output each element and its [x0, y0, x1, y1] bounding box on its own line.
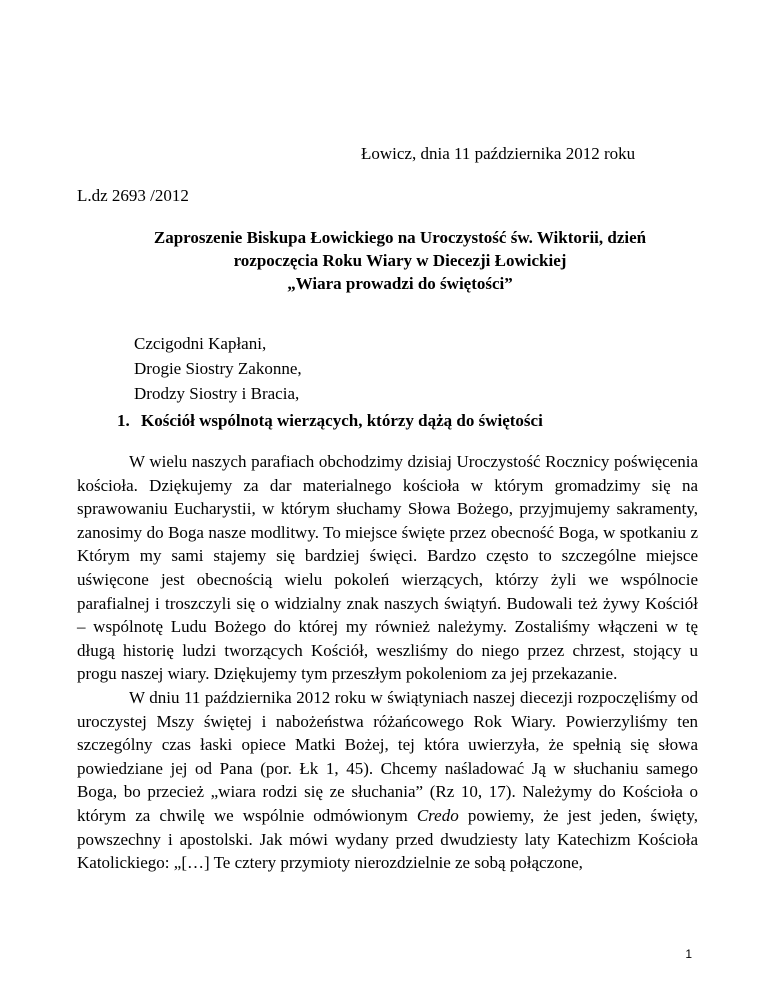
title-line-3: „Wiara prowadzi do świętości”	[287, 274, 513, 293]
salutation-line-1: Czcigodni Kapłani,	[134, 334, 267, 353]
paragraph-2-credo: Credo	[416, 805, 459, 825]
body-text	[77, 450, 698, 875]
salutation-line-3: Drodzy Siostry i Bracia,	[134, 384, 300, 403]
paragraph-2-part-a: W dniu 11 października 2012 roku w świątyniach naszej diecezji rozpoczęliśmy od uroczystej Mszy świętej i nabożeństwa różańcowego Rok Wiary. Powierzyliśmy ten szczególny czas łaski opiece Matki Bożej, tej która uwierzyła, że spełnią się słowa powiedziane jej od Pana (por. Łk 1, 45). Chcemy naśladować Ją w słuchaniu samego Boga, bo przecież „wiara rodzi się ze słuchania” (Rz 10, 17). Należymy do Kościoła o którym za chwilę we wspólnie odmówionym	[77, 687, 698, 825]
title-line-2: rozpoczęcia Roku Wiary w Diecezji Łowickiej	[233, 251, 567, 270]
document-title	[100, 226, 700, 295]
paragraph-2	[77, 686, 698, 875]
title-line-1: Zaproszenie Biskupa Łowickiego na Uroczystość św. Wiktorii, dzień	[153, 228, 647, 247]
paragraph-1: W wielu naszych parafiach obchodzimy dzisiaj Uroczystość Rocznicy poświęcenia kościoła. Dziękujemy za dar materialnego kościoła w którym gromadzimy się na sprawowaniu Eucharystii, w którym słuchamy Słowa Bożego, przyjmujemy sakramenty, zanosimy do Boga nasze modlitwy. To miejsce święte przez obecność Boga, w spotkaniu z Którym my sami stajemy się bardziej święci. Bardzo często to szczególne miejsce uświęcone jest obecnością wielu pokoleń wierzących, którzy żyli we wspólnocie parafialnej i troszczyli się o widzialny znak naszych świątyń. Budowali też żywy Kościół – wspólnotę Ludu Bożego do której my również należymy. Zostaliśmy włączeni w tę długą historię ludzi tworzących Kościół, weszliśmy do niego przez chrzest, stojący u progu naszej wiary. Dziękujemy tym przeszłym pokoleniom za jej przekazanie.	[77, 452, 698, 684]
date-line: Łowicz, dnia 11 października 2012 roku	[361, 144, 636, 163]
section-title: Kościół wspólnotą wierzących, którzy dążą do świętości	[141, 411, 543, 430]
paragraph-2-part-b: powiemy, że jest jeden, święty, powszechny i apostolski. Jak mówi wydany przed dwudziesty laty Katechizm Kościoła Katolickiego: „[…] Te cztery przymioty nierozdzielnie ze sobą połączone,	[77, 805, 698, 873]
page-number: 1	[685, 947, 692, 961]
section-heading	[117, 411, 543, 431]
salutation-line-2: Drogie Siostry Zakonne,	[134, 359, 302, 378]
section-number: 1.	[117, 411, 130, 430]
reference-number: L.dz 2693 /2012	[77, 186, 189, 205]
salutation	[134, 331, 302, 406]
